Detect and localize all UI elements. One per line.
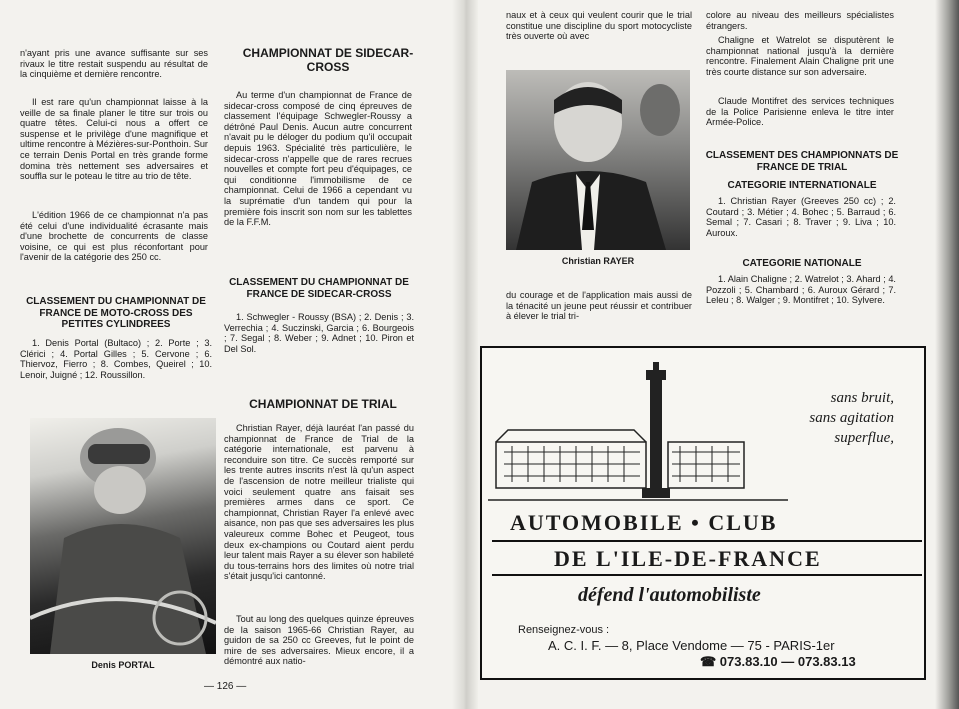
slogan-line-1: sans bruit,: [830, 390, 894, 406]
col4-paragraph-3: Claude Montifret des services techniques de la Police Parisienne enleva le titre inter Armée-Police.: [706, 96, 894, 128]
christian-rayer-caption: Christian RAYER: [561, 256, 635, 266]
col3-top-text: naux et à ceux qui veulent courir que le trial constitue une discipline du sport motocycliste très ouverte où avec: [506, 10, 692, 42]
sidecar-text: Au terme d'un championnat de France de sidecar-cross composé de cinq épreuves de classement l'équipage Schwegler-Roussy a détrôné Paul Denis. Aucun autre concurrent n'avait pu le déloger du podium qu'il occupait depuis 1963. Spécialité très particulière, le sidecar-cross n'appelle que de rares recrues nouvelles et compte fort peu d'équipages, ce qui conditionne l'immobilisme de ce championnat. Celui de 1966 a cependant vu la suprématie d'un tandem qui pour la première fois inscrit son nom sur les tablettes de la F.F.M.: [224, 90, 412, 228]
heading-trial: CHAMPIONNAT DE TRIAL: [249, 397, 397, 411]
club-name-line-2: DE L'ILE-DE-FRANCE: [554, 546, 822, 571]
advert-rule-top: [492, 540, 922, 542]
page-edge-shadow: [935, 0, 959, 709]
advert-address: A. C. I. F. — 8, Place Vendome — 75 - PARIS-1er: [548, 638, 835, 653]
advert-phones: ☎ 073.83.10 — 073.83.13: [700, 654, 856, 669]
place-vendome-illustration: [488, 360, 788, 502]
heading-trial-classification: CLASSEMENT DES CHAMPIONNATS DE FRANCE DE TRIAL: [705, 150, 899, 173]
heading-motocross-classification: CLASSEMENT DU CHAMPIONNAT DE FRANCE DE MOTO-CROSS DES PETITES CYLINDREES: [26, 296, 206, 330]
page-gutter: [452, 0, 478, 709]
slogan-line-2: sans agitation: [809, 410, 894, 426]
col4-paragraph-2: Chaligne et Watrelot se disputèrent le championnat national jusqu'à la dernière rencontre. Finalement Alain Chaligne prit une très courte distance sur son adversaire.: [706, 35, 894, 77]
heading-international-category: CATEGORIE INTERNATIONALE: [727, 180, 877, 191]
advert-info-label: Renseignez-vous :: [518, 624, 610, 636]
denis-portal-photo: [30, 418, 216, 654]
col1-paragraph-3: L'édition 1966 de ce championnat n'a pas été celui d'une individualité écrasante mais d'une brochette de concurrents de classe voisine, ce qui est plus réconfortant pour l'avenir de la catégorie des 250 cc.: [20, 210, 208, 263]
col1-paragraph-2: Il est rare qu'un championnat laisse à la veille de sa finale planer le titre sur trois ou quatre têtes. Celui-ci nous a offert ce suspense et le privilège d'une magnifique et ultime rencontre à Mézières-sur-Ponthoin. Sur ce terrain Denis Portal en très grande forme domina très nettement ses adversaires et souffla sur le poteau le titre au trio de tête.: [20, 97, 208, 182]
col3-bottom-text: du courage et de l'application mais aussi de la ténacité un jeune peut réussir et contribuer à élever le trial tri-: [506, 290, 692, 322]
advert-slogan: [809, 388, 894, 448]
trial-paragraph-1: Christian Rayer, déjà lauréat l'an passé du championnat de France de Trial de la catégorie internationale, est parvenu à reconduire son titre. Ce succès remporté sur les trente autres inscrits n'est là qu'un aspect de l'ascension de notre meilleur trialiste qui voici seulement quatre ans faisait ses premières armes dans ce sport. Ce championnat, Christian Rayer l'a enlevé avec aisance, non pas que ses adversaires les plus valeureux comme Bohec et Peugeot, tous deux ex-champions ou Coutard aient perdu leur talent mais Rayer a su élever son habileté du tous-terrains hors des limites où notre trial s'était jusqu'ici cantonné.: [224, 423, 414, 582]
christian-rayer-photo: [506, 70, 690, 250]
advert-tagline: défend l'automobiliste: [578, 584, 761, 606]
heading-sidecar-cross: CHAMPIONNAT DE SIDECAR-CROSS: [242, 46, 414, 74]
slogan-line-3: superflue,: [834, 430, 894, 446]
trial-paragraph-2: Tout au long des quelques quinze épreuves de la saison 1965-66 Christian Rayer, au guidon de sa 250 cc Greeves, fut le point de mire de ses adversaires. Mieux encore, il a démontré aux natio-: [224, 614, 414, 667]
international-results: 1. Christian Rayer (Greeves 250 cc) ; 2. Coutard ; 3. Métier ; 4. Bohec ; 5. Barraud ; 6. Semal ; 7. Casari ; 8. Traver ; 9. Liva ; 10. Auroux.: [706, 196, 896, 238]
rider-illustration: [30, 418, 216, 654]
col4-paragraph-1: colore au niveau des meilleurs spécialistes étrangers.: [706, 10, 894, 31]
automobile-club-advert: [480, 346, 926, 680]
col1-paragraph-1: n'ayant pris une avance suffisante sur ses rivaux le titre restait suspendu au résultat de la cinquième et dernière rencontre.: [20, 48, 208, 80]
club-name-line-1: AUTOMOBILE • CLUB: [510, 510, 778, 535]
heading-sidecar-classification: CLASSEMENT DU CHAMPIONNAT DE FRANCE DE SIDECAR-CROSS: [229, 277, 409, 300]
portrait-illustration: [506, 70, 690, 250]
national-results: 1. Alain Chaligne ; 2. Watrelot ; 3. Ahard ; 4. Pozzoli ; 5. Chambard ; 6. Auroux Gérard ; 7. Leleu ; 8. Walger ; 9. Montifret ; 10. Sylvere.: [706, 274, 896, 306]
page-number: — 126 —: [204, 681, 247, 692]
sidecar-results: 1. Schwegler - Roussy (BSA) ; 2. Denis ; 3. Verrechia ; 4. Suczinski, Garcia ; 6. Bourgeois ; 7. Segal ; 8. Weber ; 9. Adnet ; 10. Piron et Del Sol.: [224, 312, 414, 354]
motocross-results: 1. Denis Portal (Bultaco) ; 2. Porte ; 3. Clérici ; 4. Portal Gilles ; 5. Cervone ; 6. Thiervoz, Fierro ; 8. Combes, Queirel ; 10. Lenoir, Juigné ; 12. Roussillon.: [20, 338, 212, 380]
advert-rule-bottom: [492, 574, 922, 576]
denis-portal-caption: Denis PORTAL: [91, 660, 155, 670]
heading-national-category: CATEGORIE NATIONALE: [742, 258, 862, 269]
